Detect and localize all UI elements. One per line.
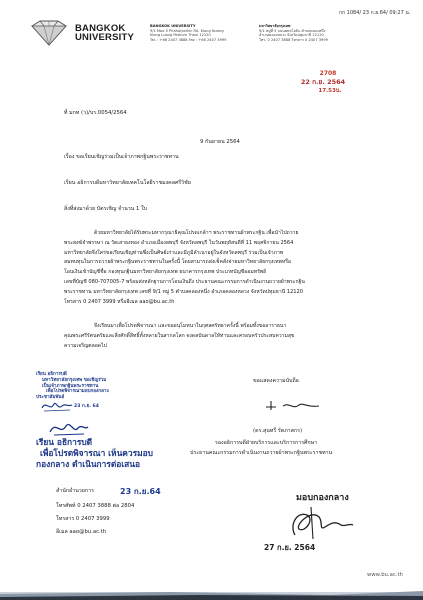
body1-line: มหาวิทยาลัยจึงใคร่ขอเรียนเชิญท่านซึ่งเป็นศิษย์เก่าและมีภูมิลำเนาอยู่ในจังหวัดลพบุรี ร่วมเป็นเจ้าภาพ — [64, 249, 284, 256]
address-english — [150, 24, 250, 42]
body-paragraph-1 — [64, 229, 376, 307]
contact-phone: โทรศัพท์ 0 2407 3888 ต่อ 2804 — [56, 503, 135, 509]
stamp-number: 2708 — [319, 70, 337, 77]
address-en-line-1: 9/1 Moo 5 Phaholyothin Rd. Klong Nueng — [150, 28, 224, 33]
contact-office: สำนักอำนวยการ — [56, 488, 94, 494]
body1-line: โทรสาร 0 2407 3999 หรืออีเมล aao@bu.ac.th — [64, 298, 175, 305]
body2-line: คุณพระศรีรัตนตรัยและสิ่งศักดิ์สิทธิ์ทั้งหลายในสากลโลก จงดลบันดาลให้ท่านและครอบครัวประสบความสุข — [64, 332, 295, 339]
body1-line: พระสงฆ์จำพรรษา ณ วัดเสาธงทอง อำเภอเมืองลพบุรี จังหวัดลพบุรี ในวันพฤหัสบดีที่ 11 พฤศจิกายน 2564 — [64, 239, 294, 246]
signer-signature-icon — [263, 398, 323, 412]
right-handwritten-date: 27 ก.ย. 2564 — [264, 543, 316, 552]
body2-line: จึงเรียนมาเพื่อโปรดพิจารณา และขออนุโมทนาในกุศลศรัทธาครั้งนี้ พร้อมทั้งขออาราธนา — [94, 323, 287, 329]
handwritten-note-date: 23 ก.ย. 64 — [74, 404, 99, 409]
note-line: มหาวิทยาลัยกรุงเทพ ขอเชิญร่วม — [42, 377, 107, 383]
address-en-name: BANGKOK UNIVERSITY — [150, 24, 196, 28]
university-logo — [28, 20, 134, 46]
director-signature-icon — [48, 418, 90, 438]
signer-title-2: ประธานคณะกรรมการดำเนินงานถวายผ้าพระกฐินพระราชทาน — [190, 450, 333, 456]
instruction-line: กองกลาง ดำเนินการต่อเสนอ — [36, 459, 141, 470]
note-line: เรียน อธิการบดี — [36, 372, 67, 377]
address-en-line-3: Tel. : +66 2407 3888 Fax : +66 2407 3999 — [150, 37, 227, 42]
address-th-line-1: 9/1 หมู่ที่ 5 ถนนพหลโยธิน ตำบลคลองหนึ่ง — [259, 28, 326, 33]
instruction-line: เรียน อธิการบดี — [36, 437, 93, 447]
footer-band — [0, 588, 423, 600]
address-th-line-3: โทร. 0 2407 3888 โทรสาร 0 2407 3999 — [259, 37, 328, 42]
diamond-logo-icon — [28, 20, 70, 46]
address-th-line-2: อำเภอคลองหลวง จังหวัดปทุมธานี 12120 — [259, 33, 324, 38]
address-thai — [259, 24, 369, 42]
logo-line-2: UNIVERSITY — [75, 32, 135, 43]
note-line: เป็นเจ้าภาพกฐินพระราชทาน — [42, 383, 99, 389]
body-paragraph-2 — [64, 322, 376, 351]
recipient-line: เรียน อธิการบดีมหาวิทยาลัยเทคโนโลยีราชมงคลศรีวิชัย — [64, 180, 191, 186]
body1-line: เลขที่บัญชี 080-707005-7 พร้อมส่งหลักฐานการโอนเงินถึง ประธานคณะกรรมการดำเนินงานถวายผ้าพระกฐิน — [64, 278, 305, 285]
right-handwritten-note: มอบกองกลาง — [296, 493, 349, 503]
contact-email: อีเมล aao@bu.ac.th — [56, 529, 107, 535]
body1-line: พระราชทาน มหาวิทยาลัยกรุงเทพ เลขที่ 9/1 หมู่ 5 ตำบลคลองหนึ่ง อำเภอคลองหลวง จังหวัดปทุมธานี 12120 — [64, 288, 304, 295]
address-en-line-2: Klong Luang Pathum Thani 12120 — [150, 33, 211, 38]
stamp-time: 17.53น. — [318, 88, 342, 94]
body1-line: ด้วยมหาวิทยาลัยได้รับพระมหากรุณาธิคุณโปรดเกล้าฯ พระราชทานผ้าพระกฐิน เพื่อนำไปถวาย — [94, 230, 299, 236]
stamp-date: 22 ก.ย. 2564 — [300, 78, 346, 86]
body2-line: ความเจริญตลอดไป — [64, 342, 107, 349]
executive-signature-icon — [285, 505, 355, 543]
handwritten-note-small — [36, 372, 109, 401]
document-number: ที่ มกท (ว)/บร.0054/2564 — [64, 110, 127, 116]
enclosure-line: สิ่งที่ส่งมาด้วย บัตรเชิญ จำนวน 1 ใบ — [64, 206, 148, 212]
received-reference: กก 1084/ 23 ก.ย.64/ 09:27 น. — [339, 10, 411, 16]
signer-title-1: รองอธิการบดีฝ่ายบริการและบริการการศึกษา — [215, 440, 318, 446]
note-line: ประชาสัมพันธ์ — [36, 395, 65, 401]
contact-fax: โทรสาร 0 2407 3999 — [56, 516, 110, 522]
initials-signature-icon — [40, 398, 74, 414]
handwritten-office-date: 23 ก.ย.64 — [120, 487, 161, 496]
logo-line-1: BANGKOK — [75, 23, 126, 34]
address-th-name: มหาวิทยาลัยกรุงเทพ — [259, 24, 291, 28]
signer-name: (ดร.สุนทรี รัตภาสกร) — [253, 428, 303, 434]
footer-website: www.bu.ac.th — [367, 572, 403, 578]
body1-line: โอนเงินเข้าบัญชีชื่อ กองทุนกฐินมหาวิทยาลัยกรุงเทพ ธนาคารกรุงเทพ ประเภทบัญชีออมทรัพย์ — [64, 269, 267, 276]
received-stamp — [299, 69, 347, 99]
closing-phrase: ขอแสดงความนับถือ — [253, 378, 299, 384]
body1-line: สมทบทุนในการถวายผ้าพระกฐินพระราชทานในครั้งนี้ โดยสามารถส่งเช็คสั่งจ่ายมหาวิทยาลัยกรุงเทพหรือ — [64, 259, 291, 266]
subject-line: เรื่อง ขอเรียนเชิญร่วมเป็นเจ้าภาพกฐินพระราชทาน — [64, 154, 179, 160]
instruction-line: เพื่อโปรดพิจารณา เห็นควรมอบ — [40, 448, 153, 459]
document-date: 9 กันยายน 2564 — [200, 139, 240, 145]
note-line: เพื่อโปรดพิจารณามอบกองกลาง — [46, 389, 109, 395]
handwritten-instruction — [36, 437, 153, 471]
